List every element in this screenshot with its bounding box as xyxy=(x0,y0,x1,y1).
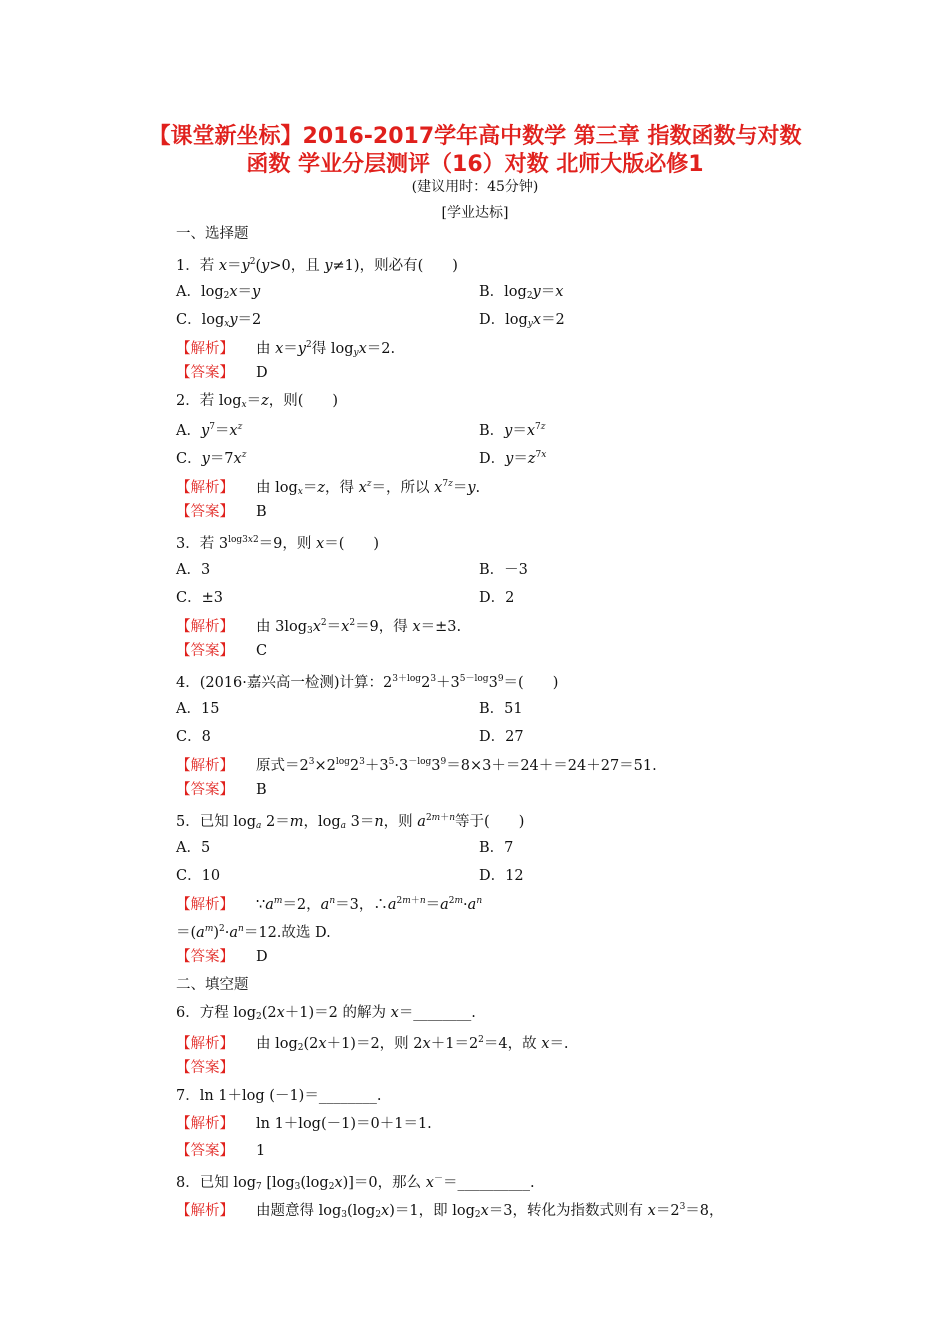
question-1: 1．若 $x=y^2(y>0$，且 y≠1)，则必有( ) xyxy=(176,257,458,274)
q2-analysis: 【解析】 由 $\log_x=z$，得 $x^z=$，所以 $x^{7z}=y$. xyxy=(176,479,481,497)
q4-analysis: 【解析】 原式$=2^3\times 2^{log}2^3+3^5\cdot 3^{-log}3^9=8\times 3+=24+=24+27=51$. xyxy=(176,757,657,774)
answer-label: 【答案】 xyxy=(176,782,234,798)
answer-label: 【答案】 xyxy=(176,1060,234,1076)
q5-answer-value: D xyxy=(256,949,268,965)
q2-option-d: D．$y=z^{7x}$ xyxy=(479,450,547,467)
answer-label: 【答案】 xyxy=(176,365,234,381)
q5-answer xyxy=(176,947,268,967)
q3-analysis: 【解析】 由 $3\log_3x^2=x^2=9$，得 x＝±3. xyxy=(176,618,462,636)
q2-option-a: A．$y^7=x^z$ xyxy=(176,422,243,439)
question-4: 4．(2016·嘉兴高一检测)计算：$2^{3+log}2^3+3^{5-log}3^9=$( ) xyxy=(176,674,559,691)
question-3: 3．若 $3^{log3x2}=9$，则 x＝( ) xyxy=(176,535,380,552)
q6-analysis: 【解析】 由 $\log_2(2x+1)=2$，则 $2x+1=2^2=4$，故 x＝. xyxy=(176,1035,569,1053)
answer-label: 【答案】 xyxy=(176,1143,234,1159)
question-8: 8．已知 $\log_7 [\log_3(\log_2x)]=0$，那么 x－＝__________. xyxy=(176,1174,535,1192)
q1-analysis: 【解析】 由 $x=y^2$得 $\log_yx=2$. xyxy=(176,340,396,358)
q5-option-d: D．12 xyxy=(479,868,524,884)
q4-option-a: A．15 xyxy=(176,701,220,717)
q7-answer-value: 1 xyxy=(256,1143,266,1159)
q4-option-b: B．51 xyxy=(479,701,523,717)
question-5: 5．已知 $\log_a 2=m$，$\log_a 3=n$，则 $a^{2m+n}$等于( ) xyxy=(176,813,525,831)
answer-label: 【答案】 xyxy=(176,504,234,520)
q4-answer xyxy=(176,780,267,800)
q4-option-c: C．8 xyxy=(176,729,211,745)
analysis-label: 【解析】 xyxy=(176,897,234,913)
q4-answer-value: B xyxy=(256,782,267,798)
analysis-label: 【解析】 xyxy=(176,341,234,357)
question-6: 6．方程 $\log_2(2x+1)=2$ 的解为 x＝________. xyxy=(176,1005,476,1022)
answer-label: 【答案】 xyxy=(176,643,234,659)
document-title-line-2: 函数 学业分层测评（16）对数 北师大版必修1 xyxy=(246,152,704,177)
question-7: 7．ln 1＋log (－1)＝________. xyxy=(176,1088,382,1104)
time-hint: (建议用时：45分钟) xyxy=(411,179,539,195)
section-tag: [学业达标] xyxy=(441,205,509,221)
q1-option-d: D．$\log_yx=2$ xyxy=(479,312,565,329)
q4-option-d: D．27 xyxy=(479,729,524,745)
q3-option-b: B．－3 xyxy=(479,562,528,578)
q8-analysis: 【解析】 由题意得 $\log_3(\log_2x)=1$，即 $\log_2x=3$，转化为指数式则有 $x=2^3=8$， xyxy=(176,1202,724,1220)
q2-answer-value: B xyxy=(256,504,267,520)
q6-answer xyxy=(176,1058,256,1078)
q5-option-c: C．10 xyxy=(176,868,221,884)
q2-option-c: C．$y=7x^z$ xyxy=(176,450,247,467)
q7-analysis: 【解析】 ln 1＋log(－1)＝0＋1＝1. xyxy=(176,1116,432,1132)
q2-answer xyxy=(176,502,267,522)
q5-analysis: 【解析】 $\because a^m=2$，$a^n=3$，$\therefore a^{2m+n}=a^{2m}\cdot a^n$ xyxy=(176,896,483,913)
q5-analysis-cont: $=(a^m)^2\cdot a^n=12$.故选 D. xyxy=(176,924,331,941)
q3-answer xyxy=(176,641,267,661)
analysis-label: 【解析】 xyxy=(176,1116,234,1132)
question-2: 2．若 $\log_x=z$，则( ) xyxy=(176,393,339,410)
q1-option-c: C．$\log_xy=2$ xyxy=(176,312,262,329)
q1-option-b: B．$\log_2y=x$ xyxy=(479,284,564,301)
analysis-label: 【解析】 xyxy=(176,1036,234,1052)
q1-answer-value: D xyxy=(256,365,268,381)
q3-option-d: D．2 xyxy=(479,590,515,606)
section-heading-choice: 一、选择题 xyxy=(176,226,249,242)
q1-option-a: A．$\log_2x=y$ xyxy=(176,284,261,301)
q2-option-b: B．$y=x^{7z}$ xyxy=(479,422,546,439)
q3-option-a: A．3 xyxy=(176,562,211,578)
answer-label: 【答案】 xyxy=(176,949,234,965)
section-heading-fill: 二、填空题 xyxy=(176,977,249,993)
analysis-label: 【解析】 xyxy=(176,619,234,635)
q5-option-a: A．5 xyxy=(176,840,211,856)
q1-answer xyxy=(176,363,268,383)
q7-answer xyxy=(176,1141,265,1161)
analysis-label: 【解析】 xyxy=(176,480,234,496)
document-title-line-1: 【课堂新坐标】2016-2017学年高中数学 第三章 指数函数与对数 xyxy=(148,124,802,149)
q3-answer-value: C xyxy=(256,643,268,659)
q3-option-c: C．±3 xyxy=(176,590,223,606)
analysis-label: 【解析】 xyxy=(176,758,234,774)
q5-option-b: B．7 xyxy=(479,840,514,856)
analysis-label: 【解析】 xyxy=(176,1203,234,1219)
